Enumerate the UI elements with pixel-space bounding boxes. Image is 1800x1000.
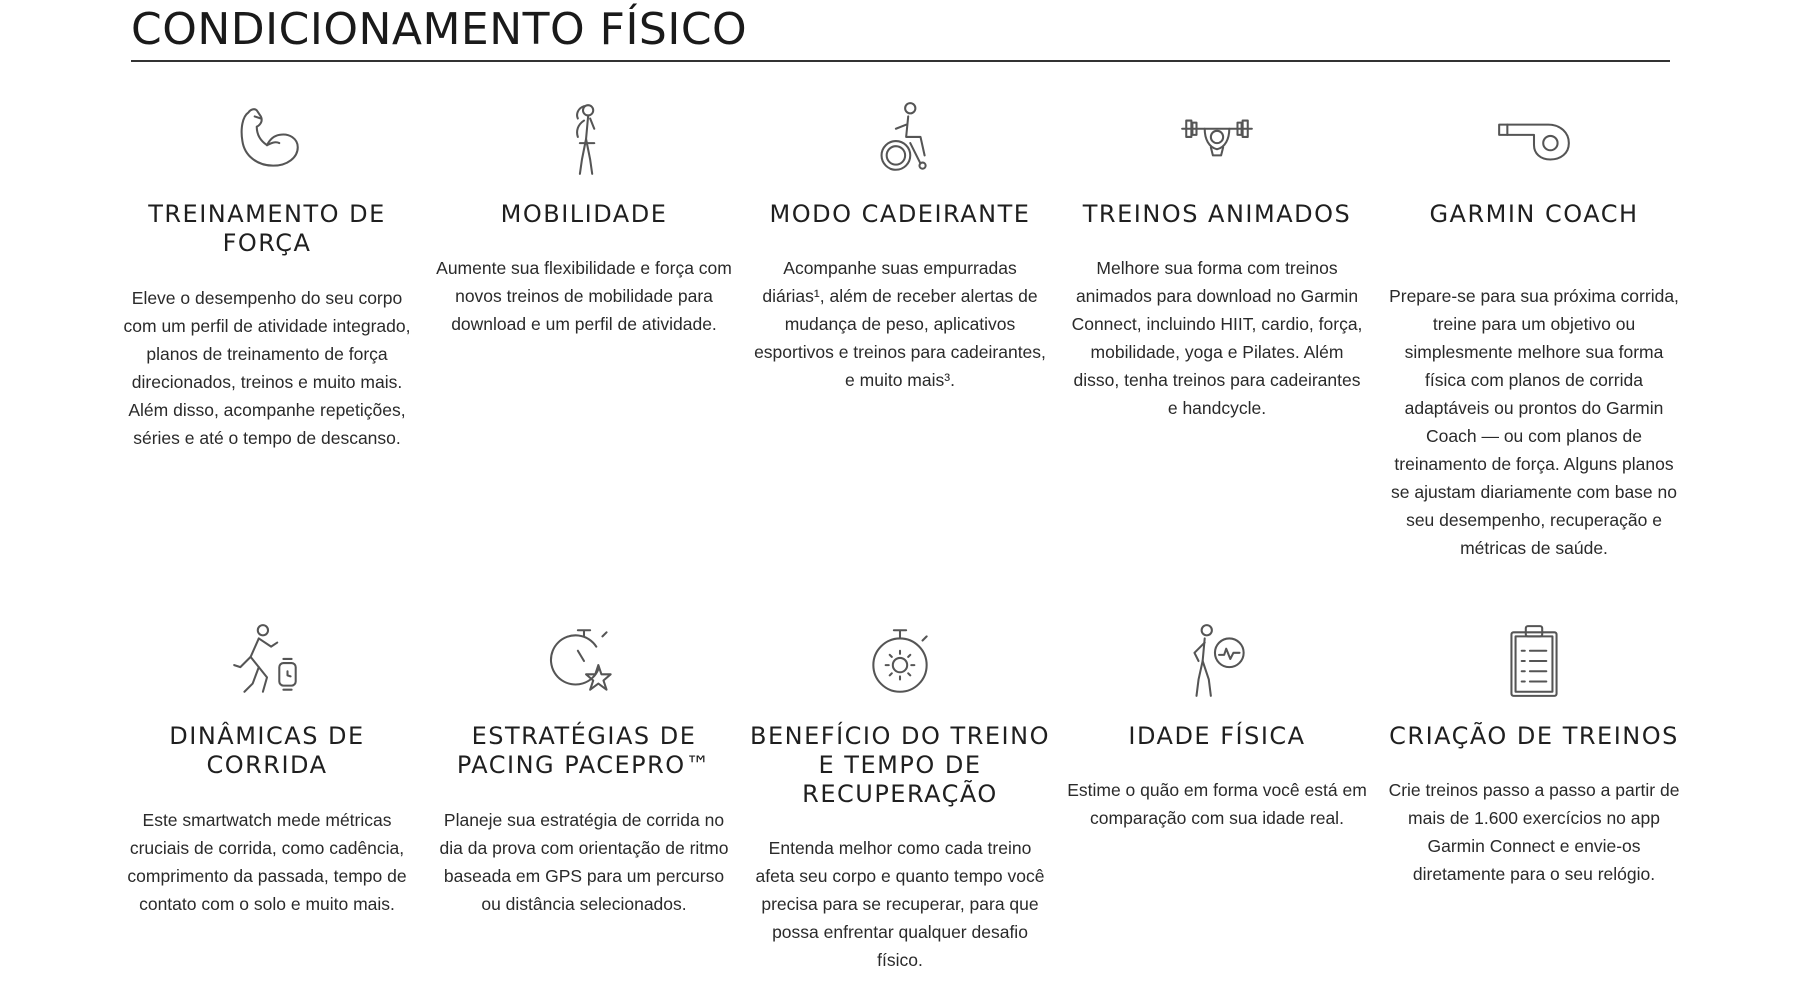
- whistle-icon: [1384, 98, 1684, 180]
- stopwatch-star-icon: [434, 620, 734, 702]
- runner-watch-icon: [117, 620, 417, 702]
- feature-title: BENEFÍCIO DO TREINO E TEMPO DE RECUPERAÇÃO: [750, 722, 1050, 808]
- feature-pacepro: [434, 620, 734, 918]
- wheelchair-icon: [750, 98, 1050, 180]
- feature-description: Eleve o desempenho do seu corpo com um perfil de atividade integrado, planos de treinamento de força direcionados, treinos e muito mais. Além disso, acompanhe repetições, séries e até o tempo de descanso.: [123, 288, 411, 448]
- feature-title: ESTRATÉGIAS DE PACING PACEPRO™: [456, 722, 712, 779]
- feature-title: GARMIN COACH: [1429, 200, 1639, 228]
- feature-description: Aumente sua flexibilidade e força com novos treinos de mobilidade para download e um perfil de atividade.: [436, 258, 732, 334]
- stretching-person-icon: [434, 98, 734, 180]
- feature-description: Planeje sua estratégia de corrida no dia da prova com orientação de ritmo baseada em GPS para um percurso ou distância selecionados.: [439, 810, 729, 914]
- feature-title: IDADE FÍSICA: [1128, 722, 1306, 750]
- clipboard-list-icon: [1384, 620, 1684, 702]
- feature-description: Entenda melhor como cada treino afeta seu corpo e quanto tempo você precisa para se recuperar, para que possa enfrentar qualquer desafio físico.: [755, 838, 1045, 970]
- feature-description: Este smartwatch mede métricas cruciais de corrida, como cadência, comprimento da passada, tempo de contato com o solo e muito mais.: [127, 810, 407, 914]
- feature-title: CRIAÇÃO DE TREINOS: [1389, 722, 1679, 750]
- feature-strength-training: [117, 98, 417, 452]
- feature-description: Prepare-se para sua próxima corrida, treine para um objetivo ou simplesmente melhore sua forma física com planos de corrida adaptáveis ou prontos do Garmin Coach — ou com planos de treinamento de força. Alguns planos se ajustam diariamente com base no seu desempenho, recuperação e métricas de saúde.: [1389, 286, 1679, 558]
- feature-fitness-age: [1067, 620, 1367, 832]
- feature-description: Estime o quão em forma você está em comparação com sua idade real.: [1067, 780, 1367, 828]
- feature-workout-builder: [1384, 620, 1684, 888]
- feature-description: Acompanhe suas empurradas diárias¹, além de receber alertas de mudança de peso, aplicativos esportivos e treinos para cadeirantes, e muito mais³.: [754, 258, 1046, 390]
- feature-running-dynamics: [117, 620, 417, 918]
- feature-description: Melhore sua forma com treinos animados para download no Garmin Connect, incluindo HIIT, cardio, força, mobilidade, yoga e Pilates. Além disso, tenha treinos para cadeirantes e handcycle.: [1071, 258, 1363, 418]
- stopwatch-sun-icon: [750, 620, 1050, 702]
- feature-mobility: [434, 98, 734, 338]
- feature-animated-workouts: [1067, 98, 1367, 422]
- feature-title: TREINOS ANIMADOS: [1082, 200, 1352, 228]
- person-heartrate-icon: [1067, 620, 1367, 702]
- feature-description: Crie treinos passo a passo a partir de mais de 1.600 exercícios no app Garmin Connect e envie-os diretamente para o seu relógio.: [1388, 780, 1680, 884]
- feature-title: MODO CADEIRANTE: [769, 200, 1031, 228]
- flexed-arm-icon: [117, 98, 417, 180]
- feature-title: DINÂMICAS DE CORRIDA: [169, 722, 365, 779]
- feature-title: MOBILIDADE: [500, 200, 668, 228]
- feature-title: TREINAMENTO DE FORÇA: [148, 200, 386, 257]
- feature-wheelchair-mode: [750, 98, 1050, 394]
- page-title: CONDICIONAMENTO FÍSICO: [131, 4, 748, 55]
- feature-training-effect: [750, 620, 1050, 974]
- feature-garmin-coach: [1384, 98, 1684, 562]
- weightlifter-icon: [1067, 98, 1367, 180]
- title-divider: [131, 60, 1670, 62]
